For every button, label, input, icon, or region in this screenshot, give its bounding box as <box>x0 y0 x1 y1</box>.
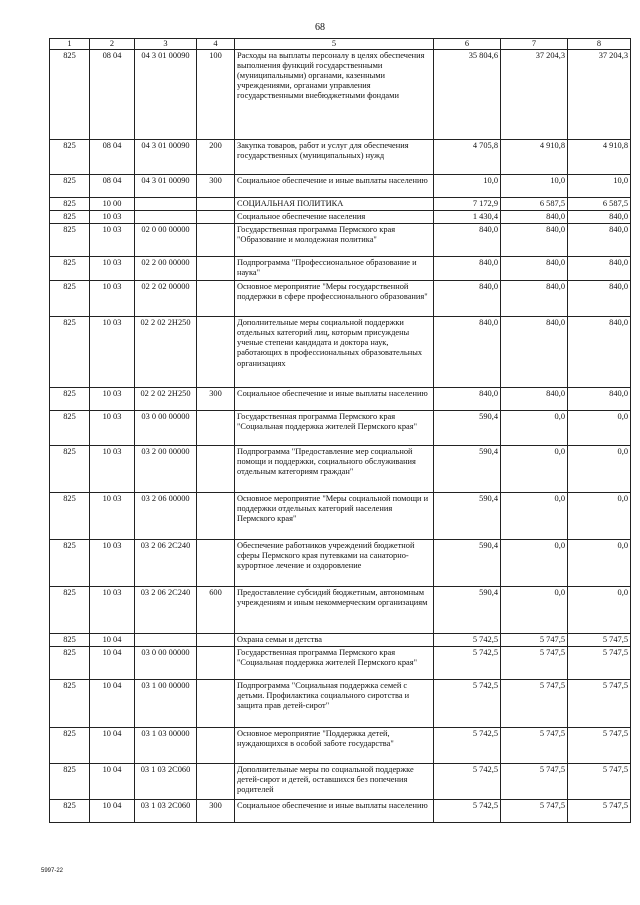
amount-col6: 590,4 <box>434 587 501 634</box>
amount-col8: 5 747,5 <box>568 647 631 680</box>
expense-type-code <box>197 198 235 211</box>
amount-col6: 5 742,5 <box>434 680 501 728</box>
amount-col7: 840,0 <box>501 211 568 224</box>
amount-col7: 5 747,5 <box>501 800 568 823</box>
amount-col6: 840,0 <box>434 257 501 281</box>
amount-col6: 7 172,9 <box>434 198 501 211</box>
amount-col8: 5 747,5 <box>568 634 631 647</box>
amount-col6: 840,0 <box>434 224 501 257</box>
column-header: 2 <box>90 39 135 50</box>
table-row <box>50 728 631 764</box>
target-article-code: 02 2 00 00000 <box>135 257 197 281</box>
expense-type-code <box>197 764 235 800</box>
amount-col7: 840,0 <box>501 257 568 281</box>
amount-col7: 5 747,5 <box>501 680 568 728</box>
target-article-code: 03 0 00 00000 <box>135 647 197 680</box>
amount-col7: 0,0 <box>501 587 568 634</box>
amount-col7: 0,0 <box>501 446 568 493</box>
amount-col7: 5 747,5 <box>501 634 568 647</box>
item-name: Государственная программа Пермского края "Социальная поддержка жителей Пермского края" <box>235 647 434 680</box>
amount-col6: 10,0 <box>434 175 501 198</box>
item-name: Подпрограмма "Профессиональное образование и наука" <box>235 257 434 281</box>
section-code: 10 03 <box>90 388 135 411</box>
admin-code: 825 <box>50 140 90 175</box>
amount-col7: 5 747,5 <box>501 764 568 800</box>
item-name: Дополнительные меры по социальной поддержке детей-сирот и детей, оставшихся без попечения родителей <box>235 764 434 800</box>
column-header: 1 <box>50 39 90 50</box>
admin-code: 825 <box>50 388 90 411</box>
table-row <box>50 634 631 647</box>
item-name: Социальное обеспечение населения <box>235 211 434 224</box>
amount-col8: 840,0 <box>568 388 631 411</box>
table-row <box>50 493 631 540</box>
expense-type-code <box>197 411 235 446</box>
amount-col8: 10,0 <box>568 175 631 198</box>
amount-col6: 35 804,6 <box>434 50 501 140</box>
target-article-code: 03 2 06 00000 <box>135 493 197 540</box>
table-row <box>50 317 631 388</box>
section-code: 10 04 <box>90 764 135 800</box>
amount-col8: 840,0 <box>568 317 631 388</box>
admin-code: 825 <box>50 317 90 388</box>
admin-code: 825 <box>50 211 90 224</box>
amount-col6: 5 742,5 <box>434 647 501 680</box>
item-name: Социальное обеспечение и иные выплаты населению <box>235 800 434 823</box>
item-name: Дополнительные меры социальной поддержки отдельных категорий лиц, которым присуждены ученые степени кандидата и доктора наук, работающих в профессиональных образовательных организациях <box>235 317 434 388</box>
expense-type-code <box>197 647 235 680</box>
table-row <box>50 680 631 728</box>
amount-col7: 6 587,5 <box>501 198 568 211</box>
column-header: 8 <box>568 39 631 50</box>
table-row <box>50 50 631 140</box>
expense-type-code: 300 <box>197 388 235 411</box>
item-name: Предоставление субсидий бюджетным, автономным учреждениям и иным некоммерческим организациям <box>235 587 434 634</box>
amount-col7: 4 910,8 <box>501 140 568 175</box>
expense-type-code: 200 <box>197 140 235 175</box>
expense-type-code <box>197 211 235 224</box>
section-code: 10 04 <box>90 800 135 823</box>
amount-col7: 840,0 <box>501 224 568 257</box>
section-code: 10 03 <box>90 493 135 540</box>
target-article-code: 02 0 00 00000 <box>135 224 197 257</box>
table-row <box>50 800 631 823</box>
column-header: 7 <box>501 39 568 50</box>
item-name: Подпрограмма "Социальная поддержка семей с детьми. Профилактика социального сиротства и защита прав детей-сирот" <box>235 680 434 728</box>
admin-code: 825 <box>50 198 90 211</box>
amount-col6: 5 742,5 <box>434 764 501 800</box>
amount-col8: 0,0 <box>568 446 631 493</box>
section-code: 10 03 <box>90 224 135 257</box>
table-row <box>50 211 631 224</box>
item-name: Закупка товаров, работ и услуг для обеспечения государственных (муниципальных) нужд <box>235 140 434 175</box>
amount-col8: 0,0 <box>568 540 631 587</box>
document-code: 5997-22 <box>41 868 64 874</box>
column-header: 6 <box>434 39 501 50</box>
item-name: Обеспечение работников учреждений бюджетной сферы Пермского края путевками на санаторно-курортное лечение и оздоровление <box>235 540 434 587</box>
amount-col6: 840,0 <box>434 388 501 411</box>
budget-table <box>49 38 631 823</box>
amount-col7: 0,0 <box>501 493 568 540</box>
section-code: 10 03 <box>90 281 135 317</box>
amount-col6: 4 705,8 <box>434 140 501 175</box>
amount-col6: 840,0 <box>434 281 501 317</box>
amount-col8: 5 747,5 <box>568 764 631 800</box>
table-row <box>50 257 631 281</box>
amount-col7: 10,0 <box>501 175 568 198</box>
table-row <box>50 281 631 317</box>
column-header: 3 <box>135 39 197 50</box>
column-header: 4 <box>197 39 235 50</box>
amount-col6: 1 430,4 <box>434 211 501 224</box>
admin-code: 825 <box>50 540 90 587</box>
admin-code: 825 <box>50 728 90 764</box>
amount-col6: 5 742,5 <box>434 634 501 647</box>
column-header: 5 <box>235 39 434 50</box>
item-name: Основное мероприятие "Поддержка детей, нуждающихся в особой заботе государства" <box>235 728 434 764</box>
expense-type-code <box>197 540 235 587</box>
admin-code: 825 <box>50 493 90 540</box>
item-name: Государственная программа Пермского края "Образование и молодежная политика" <box>235 224 434 257</box>
expense-type-code: 300 <box>197 800 235 823</box>
target-article-code <box>135 211 197 224</box>
section-code: 10 03 <box>90 257 135 281</box>
amount-col6: 590,4 <box>434 540 501 587</box>
admin-code: 825 <box>50 281 90 317</box>
admin-code: 825 <box>50 764 90 800</box>
target-article-code: 03 2 00 00000 <box>135 446 197 493</box>
amount-col6: 840,0 <box>434 317 501 388</box>
admin-code: 825 <box>50 50 90 140</box>
admin-code: 825 <box>50 446 90 493</box>
admin-code: 825 <box>50 175 90 198</box>
item-name: Государственная программа Пермского края "Социальная поддержка жителей Пермского края" <box>235 411 434 446</box>
amount-col7: 840,0 <box>501 388 568 411</box>
expense-type-code <box>197 224 235 257</box>
section-code: 10 04 <box>90 647 135 680</box>
amount-col8: 840,0 <box>568 211 631 224</box>
amount-col7: 840,0 <box>501 281 568 317</box>
item-name: Основное мероприятие "Меры социальной помощи и поддержки отдельных категорий населения Пермского края" <box>235 493 434 540</box>
admin-code: 825 <box>50 680 90 728</box>
expense-type-code <box>197 493 235 540</box>
section-code: 08 04 <box>90 140 135 175</box>
target-article-code: 04 3 01 00090 <box>135 140 197 175</box>
target-article-code: 04 3 01 00090 <box>135 50 197 140</box>
target-article-code <box>135 198 197 211</box>
target-article-code: 03 1 03 2С060 <box>135 800 197 823</box>
target-article-code: 03 2 06 2С240 <box>135 587 197 634</box>
table-row <box>50 198 631 211</box>
admin-code: 825 <box>50 634 90 647</box>
amount-col8: 5 747,5 <box>568 800 631 823</box>
amount-col8: 0,0 <box>568 493 631 540</box>
target-article-code: 04 3 01 00090 <box>135 175 197 198</box>
amount-col6: 5 742,5 <box>434 728 501 764</box>
section-code: 10 04 <box>90 680 135 728</box>
target-article-code: 02 2 02 00000 <box>135 281 197 317</box>
table-row <box>50 587 631 634</box>
item-name: СОЦИАЛЬНАЯ ПОЛИТИКА <box>235 198 434 211</box>
amount-col7: 0,0 <box>501 540 568 587</box>
target-article-code: 03 1 00 00000 <box>135 680 197 728</box>
admin-code: 825 <box>50 587 90 634</box>
amount-col8: 0,0 <box>568 587 631 634</box>
section-code: 10 03 <box>90 317 135 388</box>
admin-code: 825 <box>50 257 90 281</box>
target-article-code <box>135 634 197 647</box>
item-name: Социальное обеспечение и иные выплаты населению <box>235 388 434 411</box>
expense-type-code: 600 <box>197 587 235 634</box>
item-name: Расходы на выплаты персоналу в целях обеспечения выполнения функций государственными (муниципальными) органами, казенными учреждениями, органами управления государственными внебюджетными фондами <box>235 50 434 140</box>
amount-col8: 37 204,3 <box>568 50 631 140</box>
table-row <box>50 224 631 257</box>
amount-col7: 840,0 <box>501 317 568 388</box>
amount-col6: 590,4 <box>434 446 501 493</box>
amount-col8: 840,0 <box>568 257 631 281</box>
expense-type-code <box>197 634 235 647</box>
expense-type-code <box>197 446 235 493</box>
amount-col8: 6 587,5 <box>568 198 631 211</box>
item-name: Охрана семьи и детства <box>235 634 434 647</box>
section-code: 10 03 <box>90 411 135 446</box>
section-code: 08 04 <box>90 175 135 198</box>
table-row <box>50 540 631 587</box>
section-code: 10 04 <box>90 728 135 764</box>
table-row <box>50 388 631 411</box>
expense-type-code <box>197 281 235 317</box>
section-code: 10 03 <box>90 540 135 587</box>
section-code: 10 00 <box>90 198 135 211</box>
section-code: 08 04 <box>90 50 135 140</box>
amount-col8: 840,0 <box>568 224 631 257</box>
amount-col6: 590,4 <box>434 411 501 446</box>
expense-type-code <box>197 317 235 388</box>
item-name: Социальное обеспечение и иные выплаты населению <box>235 175 434 198</box>
admin-code: 825 <box>50 800 90 823</box>
target-article-code: 02 2 02 2Н250 <box>135 388 197 411</box>
page-number: 68 <box>315 22 325 33</box>
table-row <box>50 647 631 680</box>
section-code: 10 04 <box>90 634 135 647</box>
table-row <box>50 411 631 446</box>
amount-col7: 5 747,5 <box>501 728 568 764</box>
admin-code: 825 <box>50 411 90 446</box>
admin-code: 825 <box>50 647 90 680</box>
amount-col8: 5 747,5 <box>568 680 631 728</box>
table-row <box>50 140 631 175</box>
target-article-code: 03 1 03 2С060 <box>135 764 197 800</box>
expense-type-code: 300 <box>197 175 235 198</box>
expense-type-code <box>197 728 235 764</box>
amount-col8: 5 747,5 <box>568 728 631 764</box>
table-row <box>50 175 631 198</box>
section-code: 10 03 <box>90 587 135 634</box>
target-article-code: 03 2 06 2С240 <box>135 540 197 587</box>
table-row <box>50 446 631 493</box>
admin-code: 825 <box>50 224 90 257</box>
amount-col6: 5 742,5 <box>434 800 501 823</box>
amount-col7: 5 747,5 <box>501 647 568 680</box>
amount-col8: 4 910,8 <box>568 140 631 175</box>
target-article-code: 03 0 00 00000 <box>135 411 197 446</box>
amount-col7: 37 204,3 <box>501 50 568 140</box>
amount-col8: 0,0 <box>568 411 631 446</box>
expense-type-code <box>197 257 235 281</box>
target-article-code: 03 1 03 00000 <box>135 728 197 764</box>
expense-type-code <box>197 680 235 728</box>
table-row <box>50 764 631 800</box>
section-code: 10 03 <box>90 211 135 224</box>
target-article-code: 02 2 02 2Н250 <box>135 317 197 388</box>
amount-col6: 590,4 <box>434 493 501 540</box>
item-name: Подпрограмма "Предоставление мер социальной помощи и поддержки, социального обслуживания отдельным категориям граждан" <box>235 446 434 493</box>
item-name: Основное мероприятие "Меры государственной поддержки в сфере профессионального образования" <box>235 281 434 317</box>
amount-col7: 0,0 <box>501 411 568 446</box>
section-code: 10 03 <box>90 446 135 493</box>
amount-col8: 840,0 <box>568 281 631 317</box>
expense-type-code: 100 <box>197 50 235 140</box>
table-header-row <box>50 39 631 50</box>
